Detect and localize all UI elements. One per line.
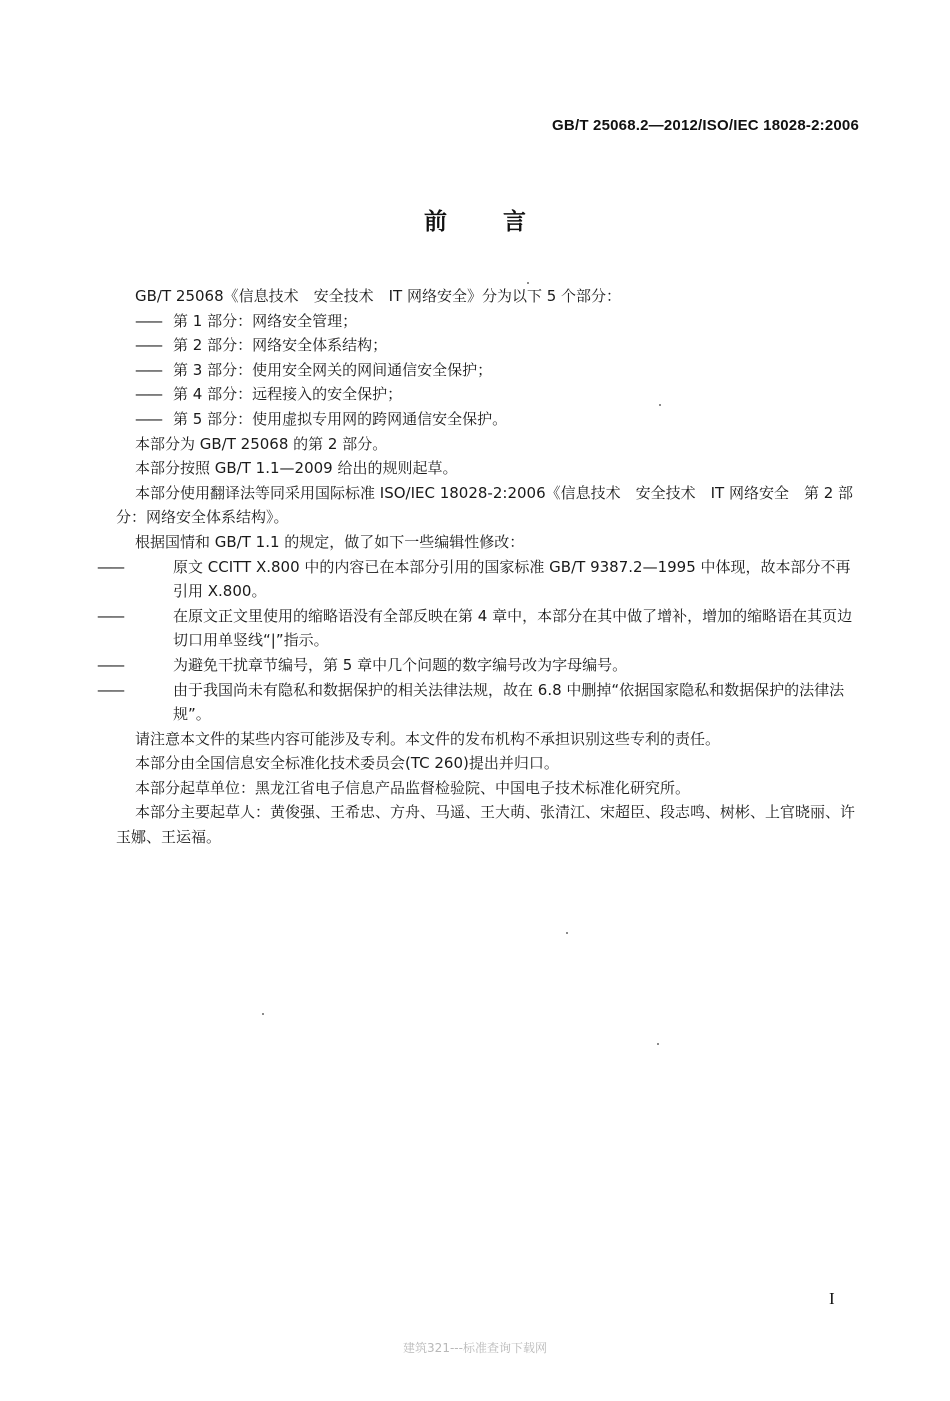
this-part-paragraph: 本部分为 GB/T 25068 的第 2 部分。 bbox=[135, 434, 388, 453]
proposed-by-paragraph: 本部分由全国信息安全标准化技术委员会(TC 260)提出并归口。 bbox=[135, 754, 559, 773]
drafters-paragraph: 本部分主要起草人：黄俊强、王希忠、方舟、马遥、王大萌、张清江、宋超臣、段志鸣、树彬、上官晓丽、许玉娜、王运福。 bbox=[116, 803, 856, 847]
list-item: —— 第 4 部分：远程接入的安全保护； bbox=[135, 385, 403, 404]
scan-speck bbox=[657, 1043, 659, 1045]
list-item: —— 第 5 部分：使用虚拟专用网的跨网通信安全保护。 bbox=[135, 409, 508, 428]
scan-speck bbox=[566, 932, 568, 934]
list-item: —— 原文 CCITT X.800 中的内容已在本部分引用的国家标准 GB/T 9387.2—1995 中体现，故本部分不再引用 X.800。 bbox=[97, 557, 851, 601]
drafting-rule-paragraph: 本部分按照 GB/T 1.1—2009 给出的规则起草。 bbox=[135, 459, 458, 478]
scan-speck bbox=[527, 282, 529, 284]
watermark: 建筑321---标准查询下载网 bbox=[403, 1341, 547, 1355]
drafting-units-paragraph: 本部分起草单位：黑龙江省电子信息产品监督检验院、中国电子技术标准化研究所。 bbox=[135, 778, 691, 797]
page-title: 前言 bbox=[424, 209, 582, 235]
patent-notice-paragraph: 请注意本文件的某些内容可能涉及专利。本文件的发布机构不承担识别这些专利的责任。 bbox=[135, 729, 721, 748]
translation-paragraph: 本部分使用翻译法等同采用国际标准 ISO/IEC 18028-2:2006《信息技术 安全技术 IT 网络安全 第 2 部分：网络安全体系结构》。 bbox=[116, 483, 854, 527]
modifications-intro-paragraph: 根据国情和 GB/T 1.1 的规定，做了如下一些编辑性修改： bbox=[135, 532, 525, 551]
intro-paragraph: GB/T 25068《信息技术 安全技术 IT 网络安全》分为以下 5 个部分： bbox=[135, 287, 622, 305]
standard-code-header: GB/T 25068.2—2012/ISO/IEC 18028-2:2006 bbox=[552, 117, 859, 134]
foreword-body bbox=[97, 284, 862, 850]
scan-speck bbox=[659, 404, 661, 406]
list-item: —— 由于我国尚未有隐私和数据保护的相关法律法规，故在 6.8 中删掉“依据国家隐私和数据保护的法律法规”。 bbox=[97, 680, 845, 724]
list-item: —— 第 2 部分：网络安全体系结构； bbox=[135, 336, 388, 355]
list-item: —— 为避免干扰章节编号，第 5 章中几个问题的数字编号改为字母编号。 bbox=[97, 655, 628, 674]
scan-speck bbox=[262, 1013, 264, 1015]
list-item: —— 第 1 部分：网络安全管理； bbox=[135, 311, 358, 330]
page-number: I bbox=[829, 1289, 835, 1308]
list-item: —— 在原文正文里使用的缩略语没有全部反映在第 4 章中，本部分在其中做了增补，增加的缩略语在其页边切口用单竖线“|”指示。 bbox=[97, 606, 853, 650]
list-item: —— 第 3 部分：使用安全网关的网间通信安全保护； bbox=[135, 360, 493, 379]
